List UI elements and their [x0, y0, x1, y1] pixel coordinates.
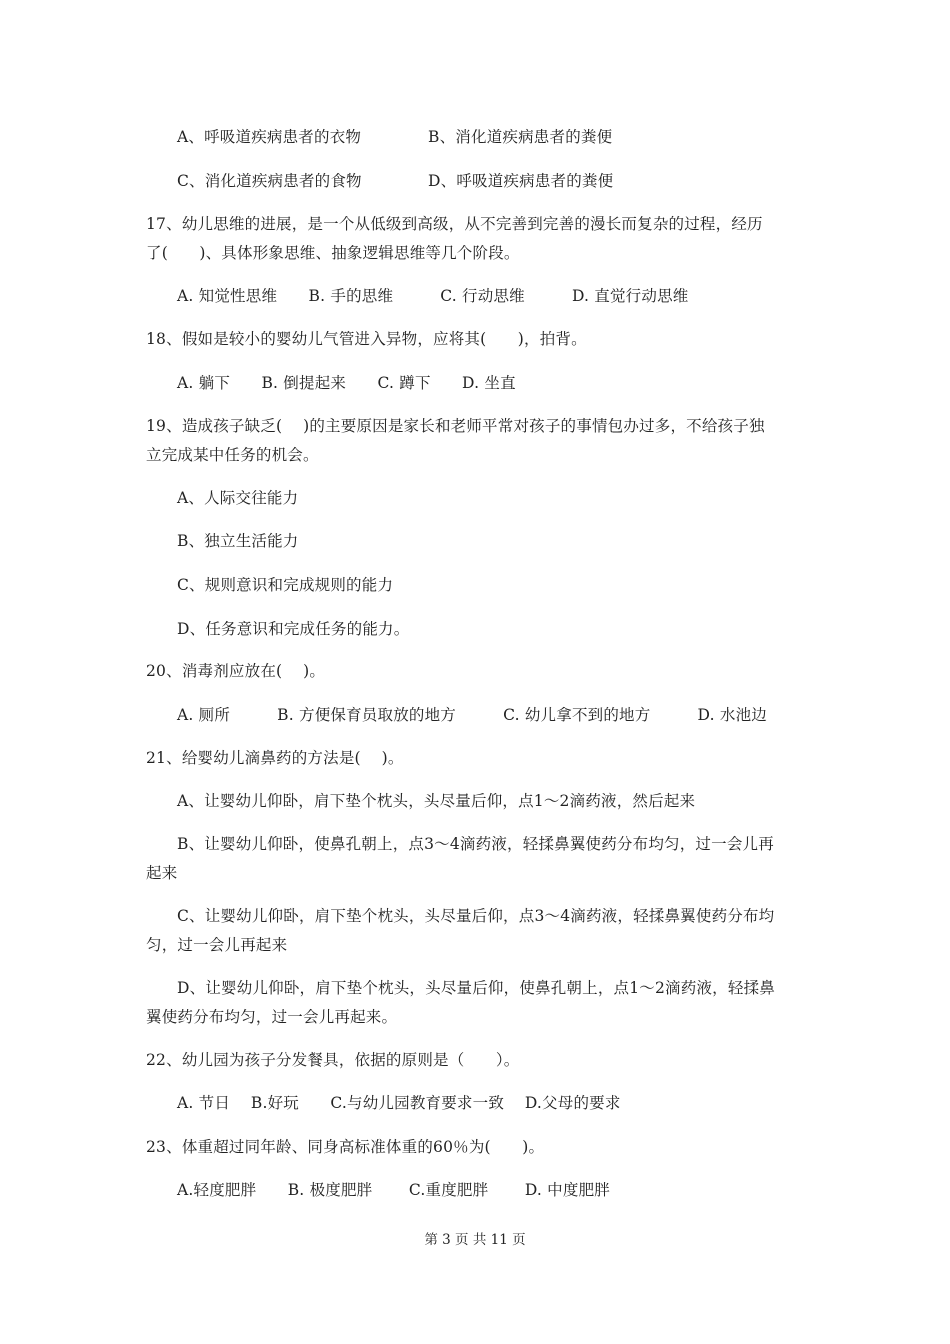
question-21-option-c-line2: 匀，过一会儿再起来: [146, 936, 288, 954]
question-21-option-b-line1: B、让婴幼儿仰卧，使鼻孔朝上，点3～4滴药液，轻揉鼻翼使药分布均匀，过一会儿再: [177, 835, 774, 853]
question-19-line1: 19、造成孩子缺乏( )的主要原因是家长和老师平常对孩子的事情包办过多，不给孩子独: [146, 417, 765, 435]
question-18-options: A. 躺下 B. 倒提起来 C. 蹲下 D. 坐直: [177, 374, 516, 392]
page-footer: 第 3 页 共 11 页: [424, 1232, 526, 1248]
question-23-stem: 23、体重超过同年龄、同身高标准体重的60％为( )。: [146, 1138, 545, 1156]
question-19-option-c: C、规则意识和完成规则的能力: [177, 576, 394, 594]
question-19-line2: 立完成某中任务的机会。: [146, 446, 319, 464]
option-d: D、呼吸道疾病患者的粪便: [428, 172, 614, 190]
question-22-stem: 22、幼儿园为孩子分发餐具，依据的原则是（ ）。: [146, 1051, 520, 1069]
option-c: C、消化道疾病患者的食物: [177, 172, 362, 190]
question-20-stem: 20、消毒剂应放在( )。: [146, 662, 326, 680]
option-b: B、消化道疾病患者的粪便: [428, 128, 613, 146]
question-17-line2: 了( )、具体形象思维、抽象逻辑思维等几个阶段。: [146, 244, 520, 262]
question-21-option-d-line1: D、让婴幼儿仰卧，肩下垫个枕头，头尽量后仰，使鼻孔朝上，点1～2滴药液，轻揉鼻: [177, 979, 775, 997]
question-21-option-b-line2: 起来: [146, 864, 178, 882]
question-19-option-b: B、独立生活能力: [177, 532, 299, 550]
question-22-options: A. 节日 B.好玩 C.与幼儿园教育要求一致 D.父母的要求: [177, 1094, 621, 1112]
question-21-option-c-line1: C、让婴幼儿仰卧，肩下垫个枕头，头尽量后仰，点3～4滴药液，轻揉鼻翼使药分布均: [177, 907, 775, 925]
option-a: A、呼吸道疾病患者的衣物: [177, 128, 362, 146]
question-17-line1: 17、幼儿思维的进展，是一个从低级到高级，从不完善到完善的漫长而复杂的过程，经历: [146, 215, 763, 233]
question-20-options: A. 厕所 B. 方便保育员取放的地方 C. 幼儿拿不到的地方 D. 水池边: [177, 706, 767, 724]
question-23-options: A.轻度肥胖 B. 极度肥胖 C.重度肥胖 D. 中度肥胖: [177, 1181, 610, 1199]
question-19-option-a: A、人际交往能力: [177, 489, 299, 507]
question-17-options: A. 知觉性思维 B. 手的思维 C. 行动思维 D. 直觉行动思维: [177, 287, 689, 305]
question-19-option-d: D、任务意识和完成任务的能力。: [177, 620, 410, 638]
question-21-option-a: A、让婴幼儿仰卧，肩下垫个枕头，头尽量后仰，点1～2滴药液，然后起来: [177, 792, 696, 810]
question-18-stem: 18、假如是较小的婴幼儿气管进入异物，应将其( )，拍背。: [146, 330, 587, 348]
question-21-option-d-line2: 翼使药分布均匀，过一会儿再起来。: [146, 1008, 398, 1026]
question-21-stem: 21、给婴幼儿滴鼻药的方法是( )。: [146, 749, 404, 767]
